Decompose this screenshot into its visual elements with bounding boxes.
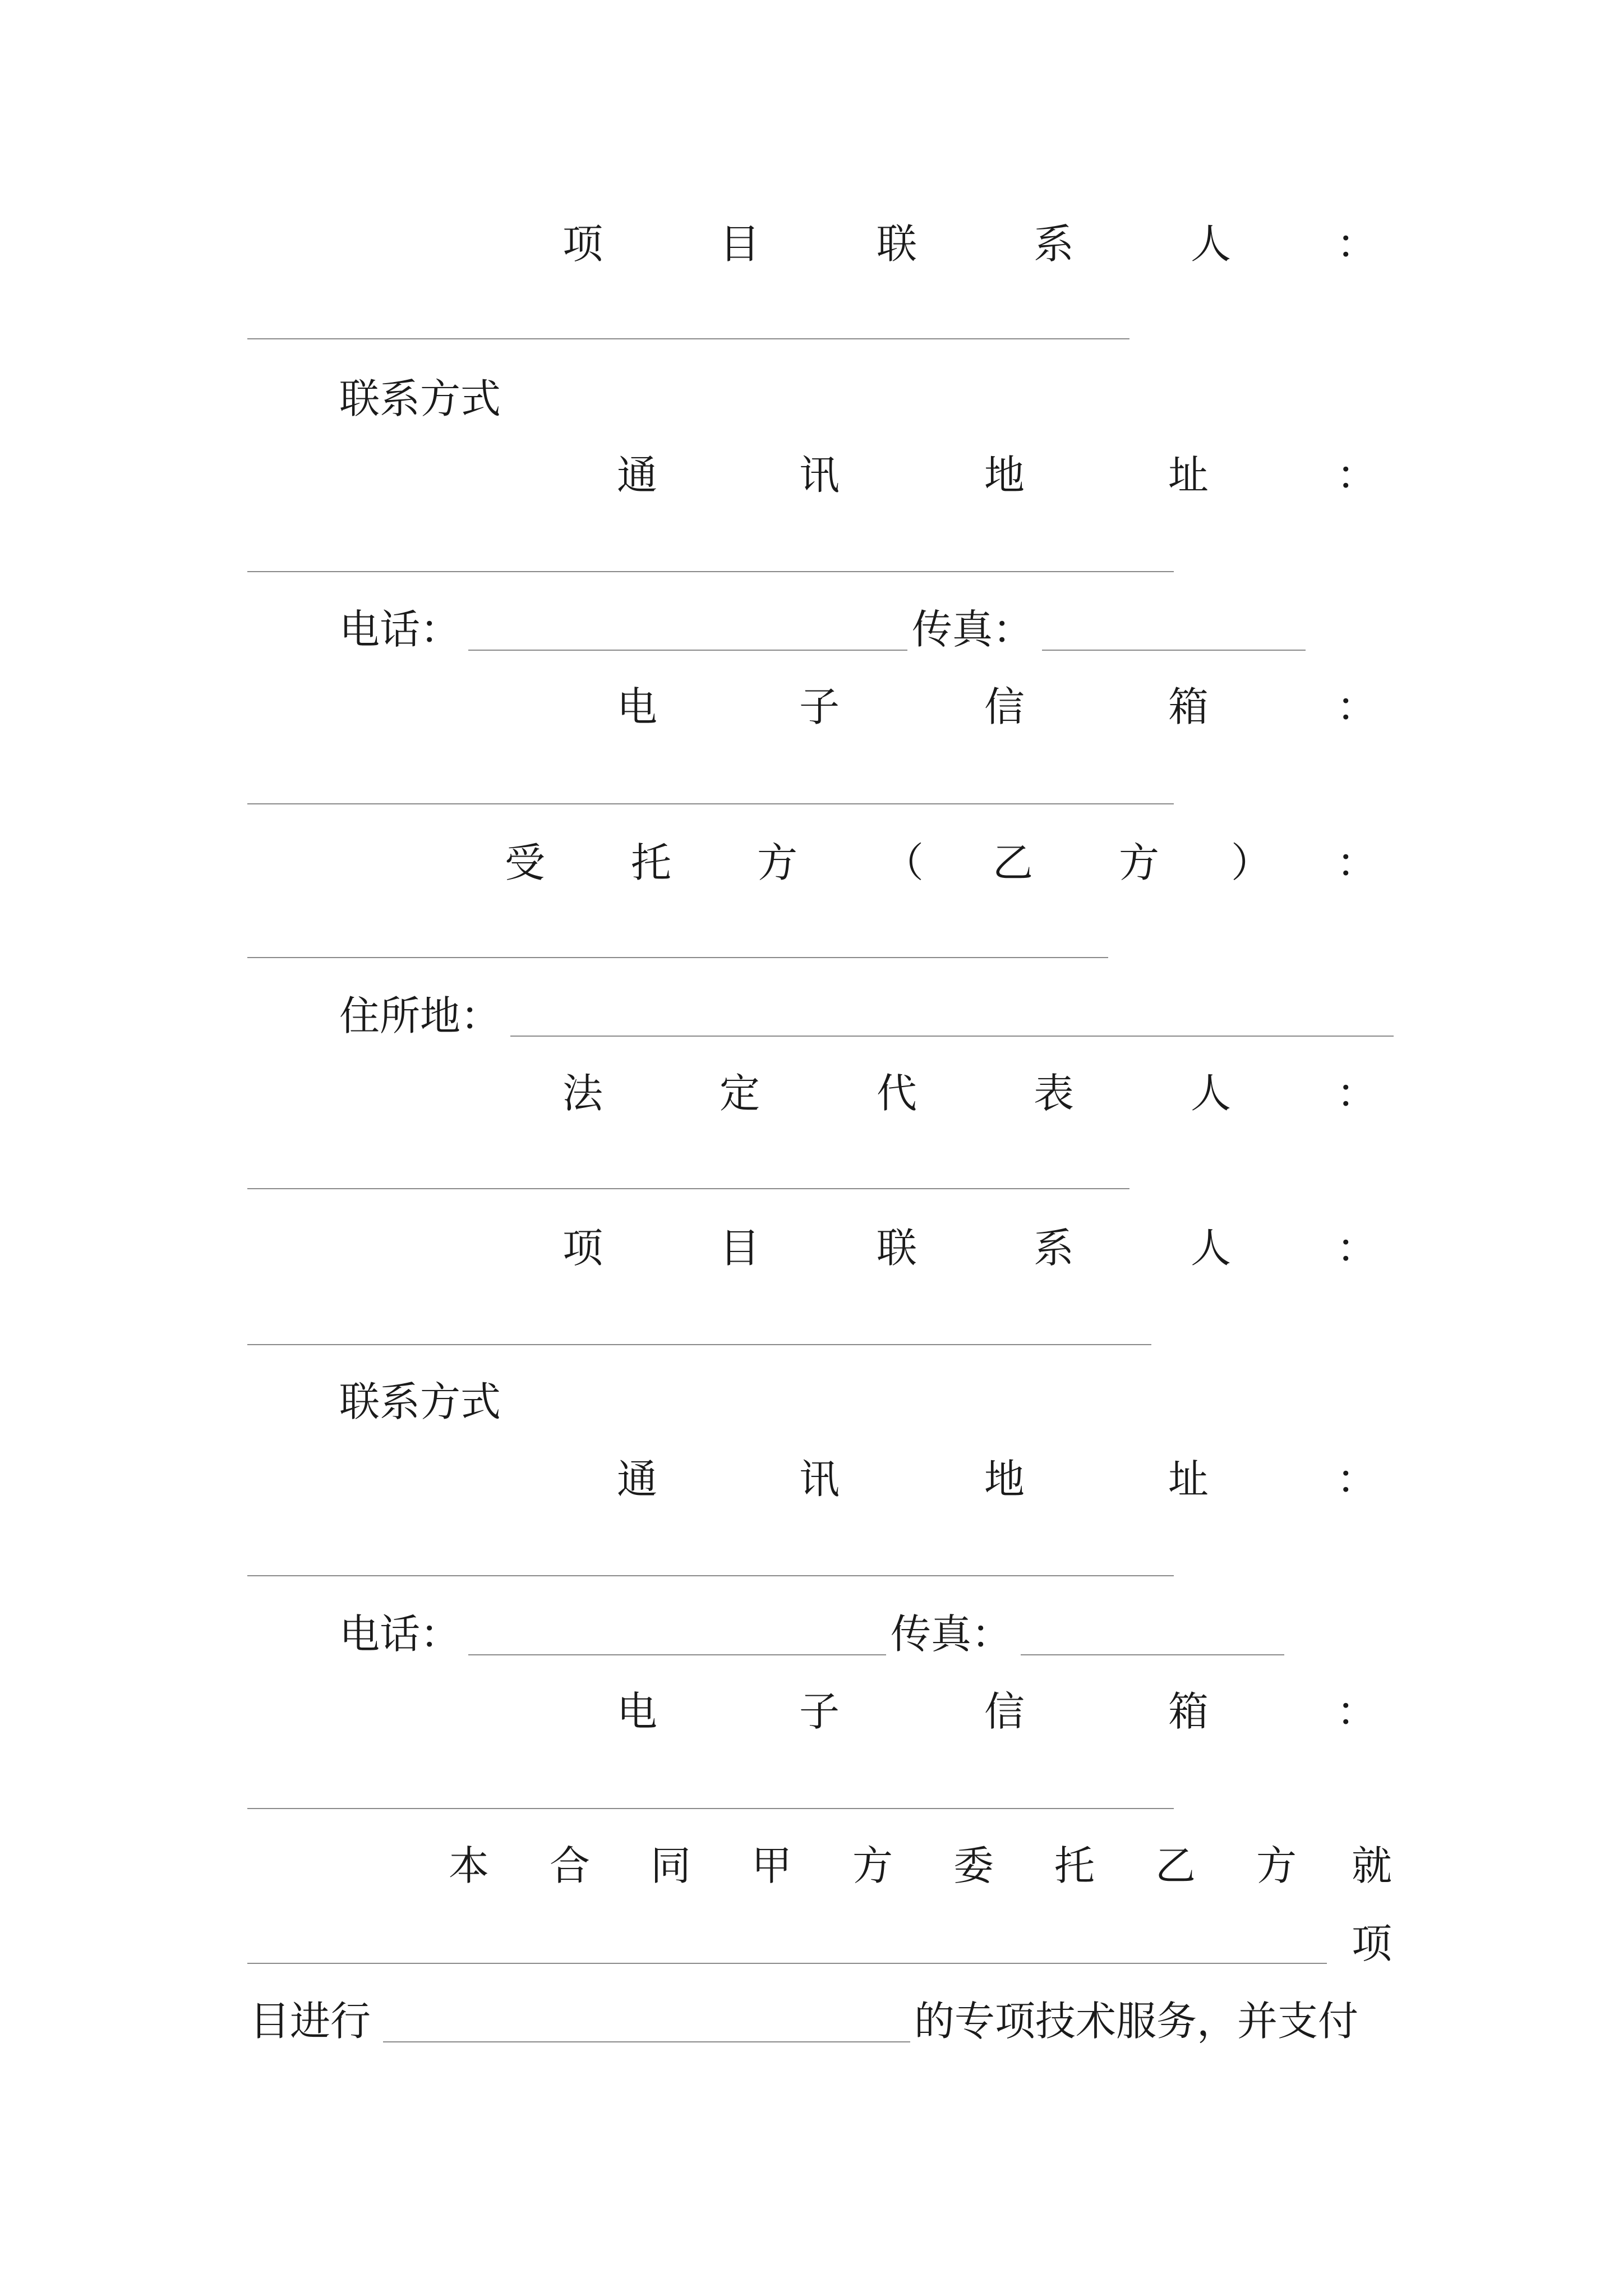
label-colon: ：: [1336, 220, 1377, 268]
label-char: 代: [877, 1070, 917, 1117]
clause-char: 乙: [1155, 1842, 1196, 1889]
clause-char: 方: [1256, 1842, 1297, 1889]
label-char: 地: [984, 1456, 1025, 1503]
clause-line3-end: 的专项技术服务，并支付: [914, 1998, 1359, 2045]
label-char: 信: [984, 1688, 1025, 1735]
label-char: 项: [562, 1225, 603, 1272]
trustee-fax-label: 传真：: [891, 1611, 1012, 1658]
label-char: 系: [1034, 1225, 1075, 1272]
heading-char: 受: [505, 839, 546, 886]
trustee-phone-field[interactable]: [468, 1654, 886, 1655]
label-colon: ：: [1336, 452, 1377, 499]
label-char: 人: [1191, 1070, 1232, 1117]
heading-char: 方: [757, 839, 798, 886]
label-char: 箱: [1168, 1688, 1209, 1735]
label-colon: ：: [1336, 1070, 1377, 1117]
clause-char: 托: [1054, 1842, 1095, 1889]
clause-line3-start: 目进行: [250, 1998, 371, 2045]
label-char: 讯: [799, 1456, 840, 1503]
label-colon: ：: [1336, 1688, 1377, 1735]
label-colon: ：: [1336, 1225, 1377, 1272]
client-mail-address-field[interactable]: [247, 571, 1174, 572]
label-colon: ：: [1336, 1456, 1377, 1503]
client-phone-label: 电话：: [339, 606, 461, 653]
heading-char: （: [883, 839, 924, 886]
label-char: 联: [877, 1225, 917, 1272]
trustee-legal-rep-field[interactable]: [247, 1188, 1129, 1189]
clause-line2-end: 项: [1352, 1920, 1393, 1967]
trustee-residence-label: 住所地：: [339, 992, 501, 1039]
trustee-residence-field[interactable]: [510, 1036, 1394, 1037]
heading-char: 托: [631, 839, 672, 886]
trustee-phone-label: 电话：: [339, 1611, 461, 1658]
label-char: 地: [984, 452, 1025, 499]
label-char: 信: [984, 683, 1025, 730]
label-char: 项: [562, 220, 603, 268]
trustee-fax-field[interactable]: [1021, 1654, 1284, 1655]
clause-char: 委: [953, 1842, 994, 1889]
label-char: 系: [1034, 220, 1075, 268]
trustee-email-field[interactable]: [247, 1808, 1174, 1809]
label-char: 子: [799, 1688, 840, 1735]
label-char: 址: [1168, 452, 1209, 499]
label-char: 通: [617, 452, 658, 499]
label-char: 电: [617, 683, 658, 730]
heading-colon: ：: [1336, 839, 1377, 886]
label-char: 讯: [799, 452, 840, 499]
trustee-project-contact-field[interactable]: [247, 1344, 1151, 1345]
label-char: 目: [720, 220, 760, 268]
clause-project-name-field[interactable]: [247, 1963, 1327, 1964]
label-char: 址: [1168, 1456, 1209, 1503]
label-char: 电: [617, 1688, 658, 1735]
client-email-field[interactable]: [247, 803, 1174, 804]
label-colon: ：: [1336, 683, 1377, 730]
label-char: 通: [617, 1456, 658, 1503]
label-char: 定: [720, 1070, 760, 1117]
clause-char: 同: [651, 1842, 691, 1889]
clause-char: 就: [1352, 1842, 1393, 1889]
label-char: 子: [799, 683, 840, 730]
label-char: 箱: [1168, 683, 1209, 730]
heading-char: 方: [1119, 839, 1160, 886]
trustee-mail-address-field[interactable]: [247, 1575, 1174, 1576]
label-char: 人: [1191, 1225, 1232, 1272]
heading-char: 乙: [993, 839, 1034, 886]
client-phone-field[interactable]: [468, 650, 907, 651]
clause-char: 方: [852, 1842, 893, 1889]
client-fax-label: 传真：: [912, 606, 1034, 653]
heading-char: ）: [1231, 839, 1272, 886]
label-char: 表: [1034, 1070, 1075, 1117]
clause-char: 甲: [751, 1842, 792, 1889]
trustee-name-field[interactable]: [247, 957, 1108, 958]
client-contact-method-heading: 联系方式: [339, 375, 501, 422]
label-char: 人: [1191, 220, 1232, 268]
client-fax-field[interactable]: [1042, 650, 1306, 651]
trustee-contact-method-heading: 联系方式: [339, 1378, 501, 1425]
clause-service-content-field[interactable]: [383, 2041, 910, 2042]
label-char: 目: [720, 1225, 760, 1272]
label-char: 法: [562, 1070, 603, 1117]
client-project-contact-field[interactable]: [247, 338, 1129, 339]
label-char: 联: [877, 220, 917, 268]
clause-char: 合: [550, 1842, 591, 1889]
clause-char: 本: [449, 1842, 490, 1889]
